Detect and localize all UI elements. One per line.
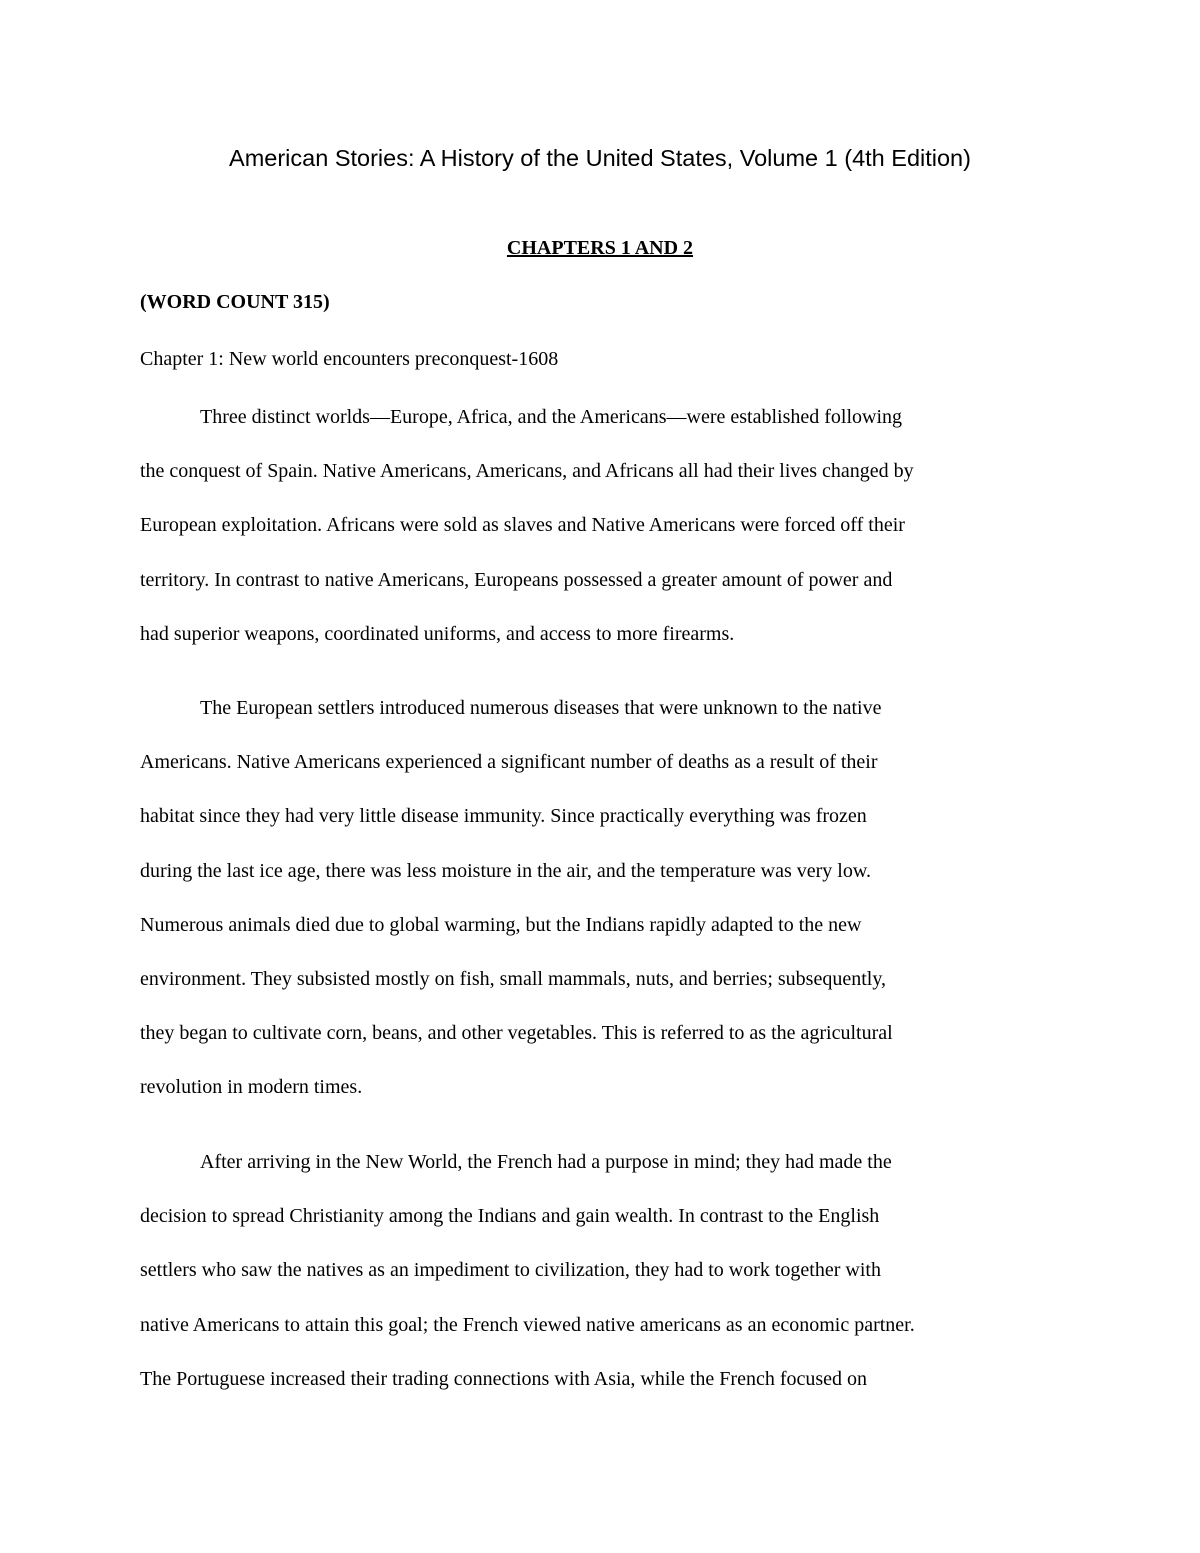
- document-title: American Stories: A History of the United States, Volume 1 (4th Edition): [229, 145, 971, 171]
- paragraph-line: environment. They subsisted mostly on fish, small mammals, nuts, and berries; subsequently,: [140, 967, 887, 990]
- paragraph-line: decision to spread Christianity among the Indians and gain wealth. In contrast to the English: [140, 1205, 880, 1228]
- paragraph-line: revolution in modern times.: [140, 1076, 363, 1099]
- paragraph-line: After arriving in the New World, the French had a purpose in mind; they had made the: [200, 1151, 892, 1173]
- paragraph-line: The Portuguese increased their trading connections with Asia, while the French focused on: [140, 1367, 868, 1390]
- paragraph-1: [140, 403, 1070, 674]
- paragraph-line: native Americans to attain this goal; the French viewed native americans as an economic partner.: [140, 1313, 915, 1336]
- paragraph-line: European exploitation. Africans were sold as slaves and Native Americans were forced off their: [140, 514, 905, 537]
- paragraph-line: habitat since they had very little disease immunity. Since practically everything was frozen: [140, 805, 867, 828]
- paragraph-line: during the last ice age, there was less moisture in the air, and the temperature was very low.: [140, 859, 871, 882]
- paragraph-line: territory. In contrast to native Americans, Europeans possessed a greater amount of power and: [140, 568, 893, 591]
- paragraph-line: the conquest of Spain. Native Americans, Americans, and Africans all had their lives changed by: [140, 460, 914, 483]
- paragraph-2: [140, 694, 1070, 1128]
- paragraph-3: [140, 1148, 1070, 1419]
- paragraph-line: Three distinct worlds—Europe, Africa, and the Americans—were established following: [200, 406, 903, 428]
- paragraph-line: Americans. Native Americans experienced a significant number of deaths as a result of their: [140, 751, 878, 774]
- paragraph-line: had superior weapons, coordinated uniforms, and access to more firearms.: [140, 622, 735, 645]
- paragraph-line: they began to cultivate corn, beans, and other vegetables. This is referred to as the agricultural: [140, 1022, 893, 1045]
- paragraph-line: settlers who saw the natives as an impediment to civilization, they had to work together with: [140, 1259, 881, 1282]
- paragraph-line: The European settlers introduced numerous diseases that were unknown to the native: [200, 697, 882, 719]
- chapters-heading: CHAPTERS 1 AND 2: [506, 237, 694, 259]
- word-count: (WORD COUNT 315): [140, 291, 330, 313]
- chapter-heading: Chapter 1: New world encounters preconquest-1608: [140, 348, 559, 370]
- paragraph-line: Numerous animals died due to global warming, but the Indians rapidly adapted to the new: [140, 913, 862, 936]
